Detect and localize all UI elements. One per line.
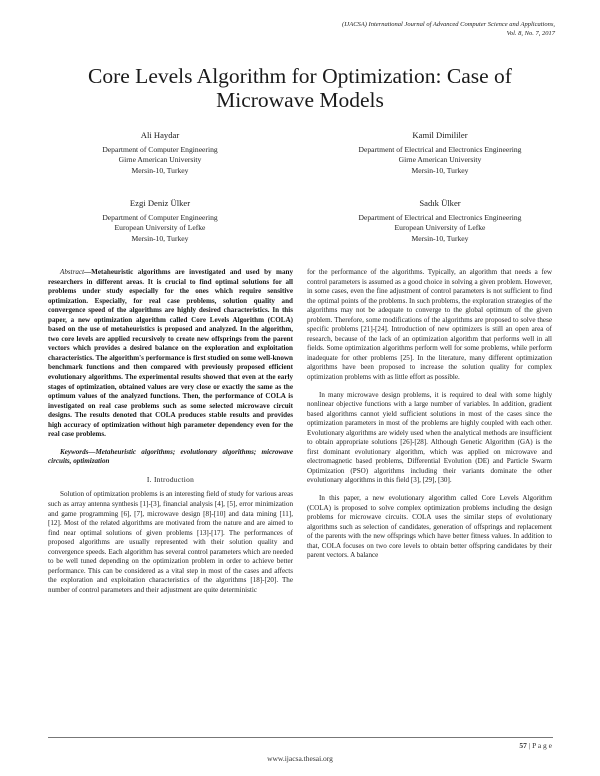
journal-url: www.ijacsa.thesai.org xyxy=(267,754,333,763)
journal-name: (IJACSA) International Journal of Advanced Computer Science and Applications, xyxy=(342,21,555,28)
author-university: Girne American University xyxy=(398,155,482,164)
author-name: Kamil Dimililer xyxy=(412,130,468,140)
page-number xyxy=(519,741,552,750)
author-name: Ezgi Deniz Ülker xyxy=(129,198,191,208)
author-department: Department of Computer Engineering xyxy=(102,144,218,154)
author-name: Ali Haydar xyxy=(140,130,180,140)
author-department: Department of Computer Engineering xyxy=(102,212,218,222)
author-city: Mersin-10, Turkey xyxy=(411,233,469,243)
author-city: Mersin-10, Turkey xyxy=(131,165,189,175)
author-block xyxy=(320,130,560,176)
author-department: Department of Electrical and Electronics Engineering xyxy=(358,144,522,154)
author-name: Sadık Ülker xyxy=(419,198,461,208)
author-university: European University of Lefke xyxy=(394,223,486,232)
page-label: | P a g e xyxy=(528,741,552,750)
abstract-text: —Metaheuristic algorithms are investigated and used by many researchers in different areas. It is crucial to find optimal solutions for all problems under study especially for the ones which require sensitive optimization. Especially, for real case problems, solution quality and convergence speed of the algorithms are highly desired characteristics. In this paper, a new optimization algorithm called Core Levels Algorithm (COLA) based on the use of metaheuristics is proposed and analyzed. In the algorithm, two core levels are applied recursively to create new offsprings from the parent vectors which provides a desired balance on the exploration and exploitation characteristics. The algorithm's performance is first studied on some well-known benchmark functions and then compared with previously proposed efficient evolutionary algorithms. The experimental results showed that even at the early stages of optimization, obtained values are very close or exactly the same as the optimum values of the analyzed functions. Then, the performance of COLA is investigated on real case problems such as some selected microwave circuit designs. The results denoted that COLA produces stable results and provides high accuracy of optimization without high parameter dependency even for the real case problems. xyxy=(48,268,293,439)
left-column xyxy=(48,268,293,604)
author-city: Mersin-10, Turkey xyxy=(411,165,469,175)
abstract xyxy=(48,268,293,440)
paragraph: Solution of optimization problems is an interesting field of study for various areas such as array antenna synthesis [1]-[3], financial analysis [4], [5], error minimization and game programming [6], [7], microwave design [8]-[10] and data mining [11], [12]. Most of the related algorithms are motivated from the nature and are aimed to find near optimal solutions of given problems [13]-[17]. The performances of proposed algorithms are usually represented with their solution quality and convergence speeds. Each algorithm has several control parameters which are needed to be well tuned depending on the optimization problem in order to achieve better performance. This can be considered as a vital step in most of the cases and affects the exploration and exploitation characteristics of the algorithms [18]-[20]. The number of control parameters and their adjustment are quite deterministic xyxy=(48,490,293,594)
author-university: European University of Lefke xyxy=(114,223,206,232)
abstract-label: Abstract xyxy=(60,268,85,276)
author-block xyxy=(40,130,280,176)
author-block xyxy=(320,198,560,244)
paper-title: Core Levels Algorithm for Optimization: Case of Microwave Models xyxy=(88,64,512,112)
author-university: Girne American University xyxy=(118,155,202,164)
paragraph: In many microwave design problems, it is required to deal with some highly nonlinear objective functions with a large number of variables. In addition, gradient based algorithms cannot yield sufficient solutions in most of the cases since the optimization parameters in most of the problems are highly coupled with each other. Evolutionary algorithms are widely used when the analytical methods are insufficient to obtain appropriate solutions [26]-[28]. Although Genetic Algorithm (GA) is the first dominant evolutionary algorithm, which was applied on microwave and electromagnetic based problems, Differential Evolution (DE) and Particle Swarm Optimization (PSO) algorithms including their variants dominate the other evolutionary algorithms in this field [3], [29], [30]. xyxy=(307,390,552,485)
journal-volume: Vol. 8, No. 7, 2017 xyxy=(506,30,555,37)
author-block xyxy=(40,198,280,244)
paragraph: for the performance of the algorithms. Typically, an algorithm that needs a few control parameters is assumed as a good choice in solving a given problem. However, in some cases, even the fine adjustment of control parameters is not sufficient to find the optimal points of the problems. In such problems, the exploration strategies of the algorithms may not be adequate to converge to the global optimum of the given problem. Therefore, some modifications of the algorithms are proposed to solve these specific problems [21]-[24]. Introduction of new optimizers is still an open area of research, because of the lack of an optimization algorithm that performs well in all fields. Some optimization algorithms perform well for some problems, while perform inadequate for other problems [25]. In the literature, many different optimization algorithms have been proposed to increase the solution quality for complex optimization problems with as little effort as possible. xyxy=(307,268,552,382)
author-department: Department of Electrical and Electronics Engineering xyxy=(358,212,522,222)
journal-header xyxy=(255,20,555,38)
section-heading-introduction: I. Introduction xyxy=(146,474,195,484)
paragraph: In this paper, a new evolutionary algorithm called Core Levels Algorithm (COLA) is proposed to solve complex optimization problems including the design problems for microwave circuits. COLA uses the similar steps of evolutionary algorithms such as selection of candidates, generation of offsprings and replacement of the parents with the new offsprings which have better fitness values. In addition to that, COLA focuses on two core levels to obtain better offspring candidates by their parent vectors. A balance xyxy=(307,494,552,560)
footer-divider xyxy=(48,737,553,738)
keywords: Keywords—Metaheuristic algorithms; evolutionary algorithms; microwave circuits, optimization xyxy=(48,447,293,466)
right-column xyxy=(307,268,552,569)
author-city: Mersin-10, Turkey xyxy=(131,233,189,243)
page-number-value: 57 xyxy=(519,741,527,750)
